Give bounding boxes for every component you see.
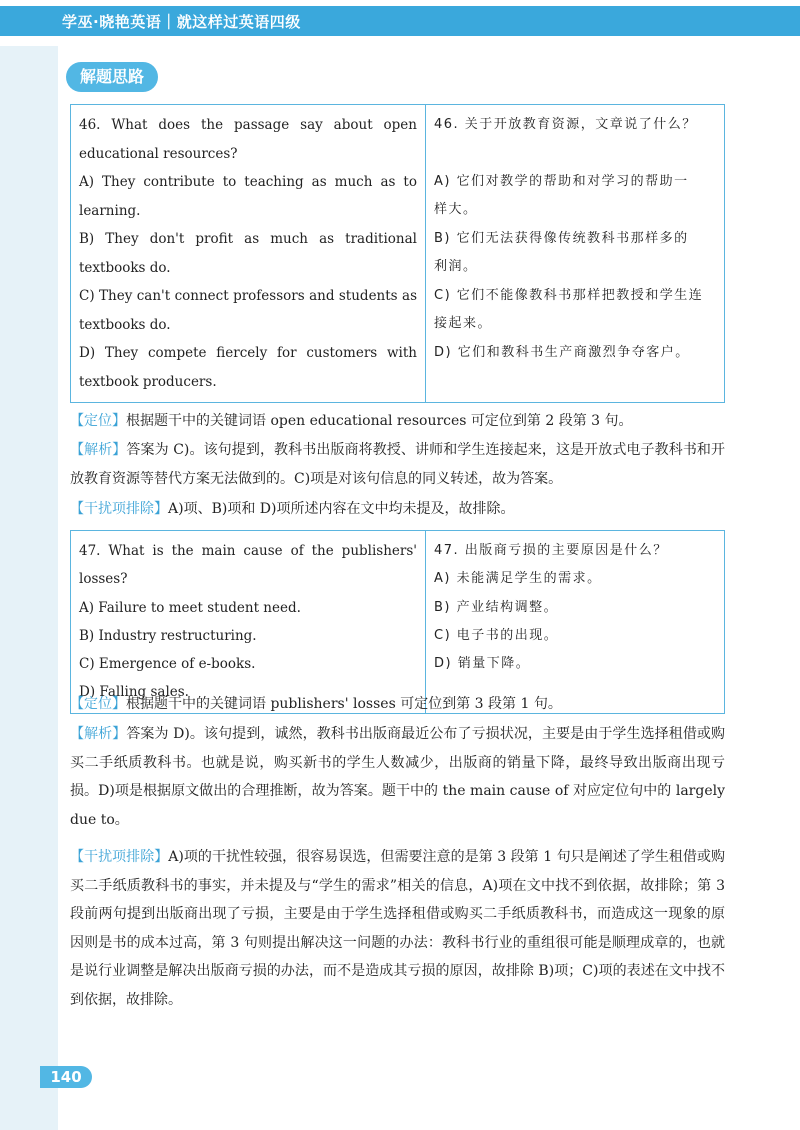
- q46-en-line: B) They don't profit as much as traditional: [79, 231, 417, 247]
- q46-en-line: C) They can't connect professors and students as: [79, 288, 417, 304]
- q47-locate-paragraph: [70, 690, 725, 719]
- q46-zh-line: 利润。: [434, 259, 478, 274]
- q46-zh-line: 46. 关于开放教育资源，文章说了什么？: [434, 117, 697, 132]
- question-46-chinese: [426, 105, 723, 402]
- q46-analysis-paragraph: [70, 436, 725, 493]
- q46-en-line: textbooks do.: [79, 259, 171, 276]
- q47-zh-line: C) 电子书的出现。: [434, 627, 559, 643]
- q46-zh-line: B) 它们无法获得像传统教科书那样多的: [434, 230, 689, 246]
- q46-en-line: D) They compete fiercely for customers with: [79, 345, 417, 361]
- q46-zh-line: D) 它们和教科书生产商激烈争夺客户。: [434, 344, 690, 360]
- question-47-english: [71, 531, 426, 713]
- q47-distractor-paragraph: [70, 843, 725, 1014]
- q47-zh-line: 47. 出版商亏损的主要原因是什么？: [434, 543, 668, 558]
- left-margin-band: [0, 0, 58, 1130]
- q46-en-line: textbook producers.: [79, 373, 217, 390]
- q47-zh-line: B) 产业结构调整。: [434, 599, 559, 615]
- question-47-chinese: [426, 531, 723, 713]
- q47-en-line: B) Industry restructuring.: [79, 627, 257, 644]
- q46-locate-paragraph: [70, 407, 725, 436]
- q46-zh-line: 接起来。: [434, 316, 493, 331]
- q46-zh-line: A) 它们对教学的帮助和对学习的帮助一: [434, 173, 689, 189]
- distractor-tag: 【干扰项排除】: [70, 501, 168, 517]
- q47-en-line: C) Emergence of e-books.: [79, 656, 256, 673]
- distractor-text: A)项的干扰性较强，很容易误选，但需要注意的是第 3 段第 1 句只是阐述了学生租借或购买二手纸质教科书的事实，并未提及与“学生的需求”相关的信息，A)项在文中找不到依据，故排除；第 3 段前两句提到出版商出现了亏损，主要是由于学生选择租借或购买二手纸质教科书，而造成这一现象的原因则是书的成本过高，第 3 句则提出解决这一问题的办法：教科书行业的重组很可能是顺理成章的，也就是说行业调整是解决出版商亏损的办法，而不是造成其亏损的原因，故排除 B)项；C)项的表述在文中找不到依据，故排除。: [70, 849, 726, 1008]
- q46-zh-line: C) 它们不能像教科书那样把教授和学生连: [434, 287, 704, 303]
- distractor-text: A)项、B)项和 D)项所述内容在文中均未提及，故排除。: [168, 501, 515, 517]
- q46-en-line: learning.: [79, 202, 141, 219]
- q46-distractor-paragraph: [70, 495, 725, 524]
- analysis-tag: 【解析】: [70, 442, 127, 458]
- q47-analysis-paragraph: [70, 720, 725, 834]
- question-46-box: [70, 104, 725, 403]
- locate-tag: 【定位】: [70, 696, 126, 712]
- locate-text: 根据题干中的关键词语 publishers' losses 可定位到第 3 段第 1 句。: [126, 696, 562, 712]
- question-46-english: [71, 105, 426, 402]
- q46-en-line: 46. What does the passage say about open: [79, 117, 417, 133]
- locate-tag: 【定位】: [70, 413, 126, 429]
- q47-zh-line: D) 销量下降。: [434, 656, 531, 672]
- section-badge: 解题思路: [66, 62, 158, 92]
- analysis-text: 答案为 D)。该句提到，诚然，教科书出版商最近公布了亏损状况，主要是由于学生选择租借或购买二手纸质教科书。也就是说，购买新书的学生人数减少，出版商的销量下降，最终导致出版商出现亏损。D)项是根据原文做出的合理推断，故为答案。题干中的 the main cause of 对应定位句中的 largely due to。: [70, 726, 726, 828]
- q46-en-line: educational resources?: [79, 145, 238, 162]
- q47-en-line: 47. What is the main cause of the publishers' losses?: [79, 543, 417, 588]
- q46-en-line: textbooks do.: [79, 316, 171, 333]
- q46-zh-line: 样大。: [434, 202, 478, 217]
- q47-zh-line: A) 未能满足学生的需求。: [434, 571, 602, 587]
- q46-en-line: A) They contribute to teaching as much as to: [79, 174, 417, 190]
- distractor-tag: 【干扰项排除】: [70, 849, 169, 865]
- page-number: 140: [40, 1066, 92, 1088]
- analysis-text: 答案为 C)。该句提到，教科书出版商将教授、讲师和学生连接起来，这是开放式电子教科书和开放教育资源等替代方案无法做到的。C)项是对该句信息的同义转述，故为答案。: [70, 442, 726, 487]
- header-bar: [0, 0, 800, 46]
- header-title: 学巫·晓艳英语｜就这样过英语四级: [62, 13, 301, 31]
- analysis-tag: 【解析】: [70, 726, 127, 742]
- locate-text: 根据题干中的关键词语 open educational resources 可定位到第 2 段第 3 句。: [126, 413, 633, 429]
- q47-en-line: D) Falling sales.: [79, 684, 189, 701]
- q47-en-line: A) Failure to meet student need.: [79, 599, 301, 616]
- question-47-box: [70, 530, 725, 714]
